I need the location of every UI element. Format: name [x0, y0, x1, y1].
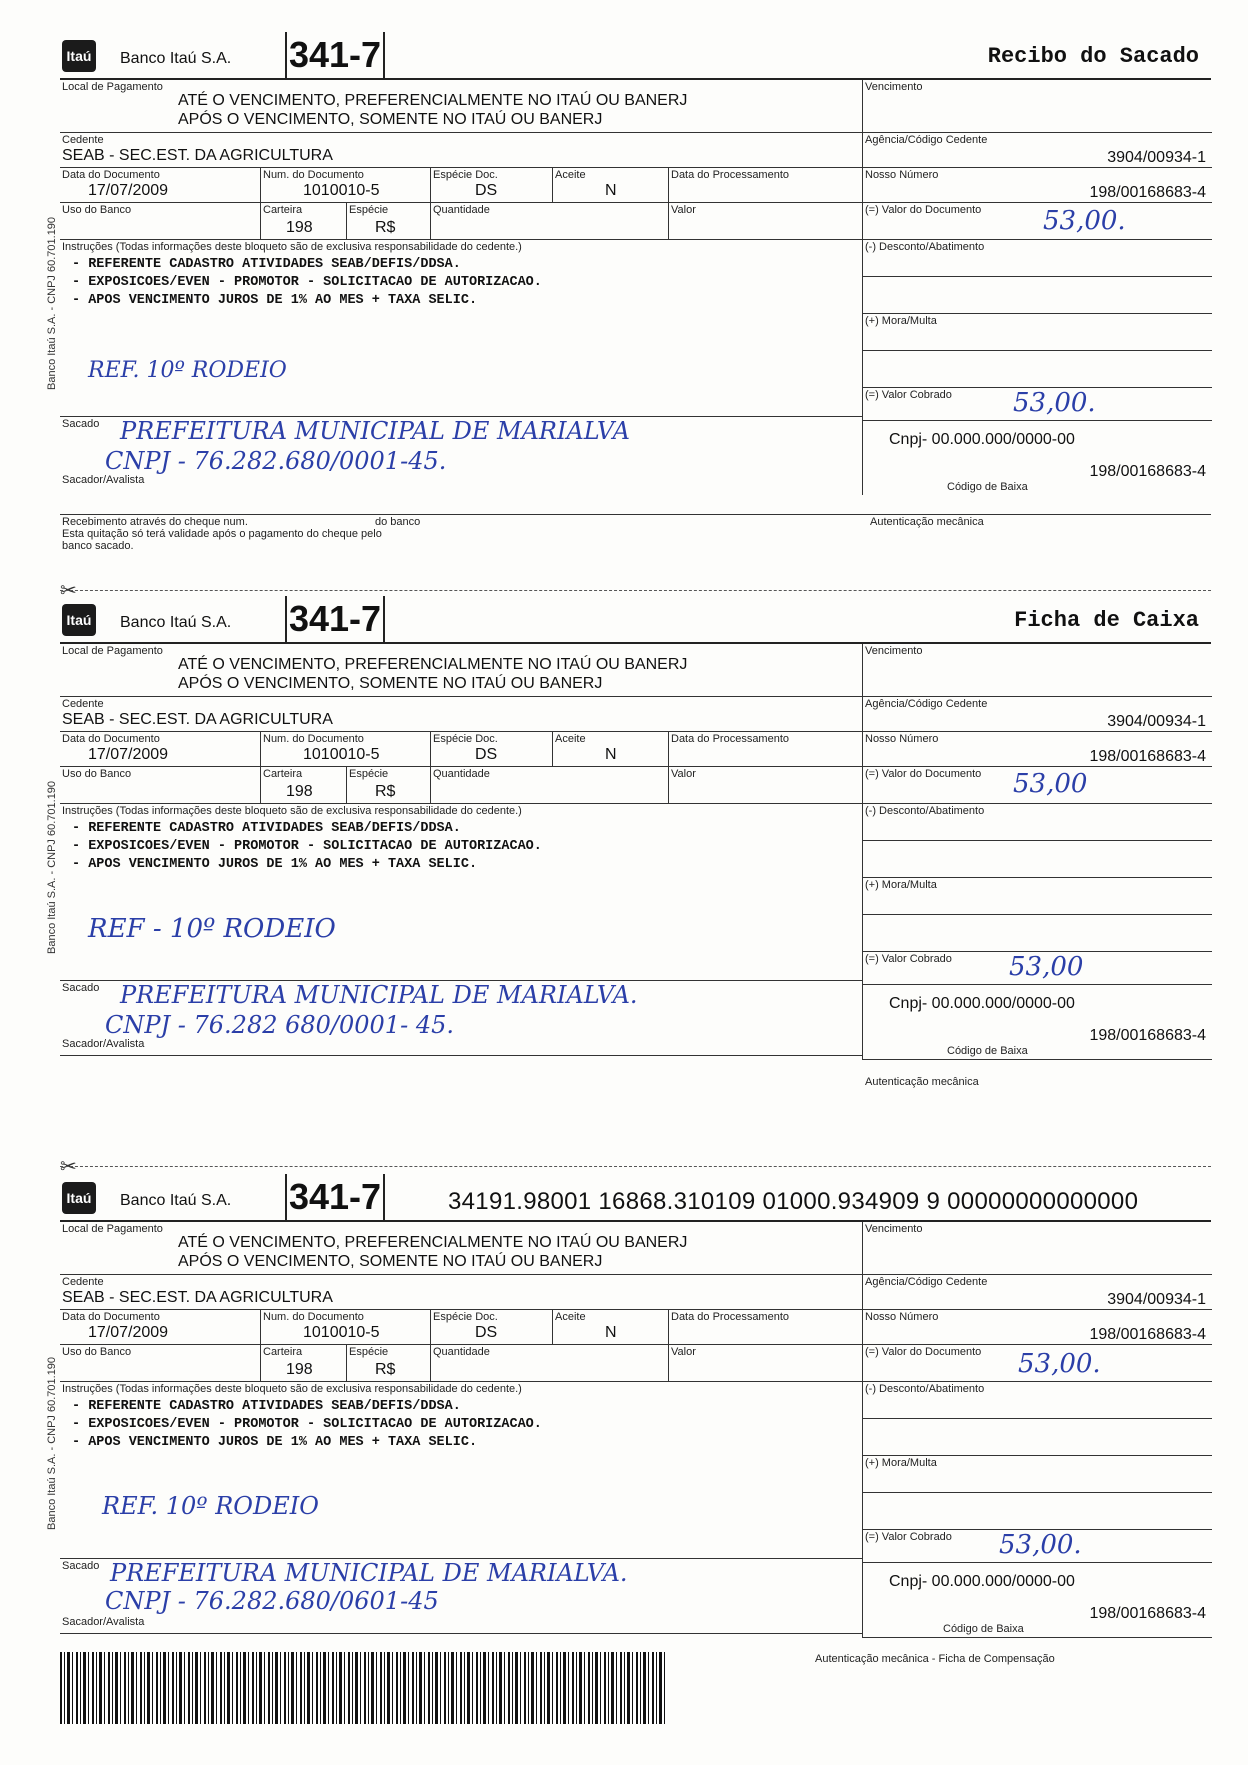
itau-logo: Itaú — [62, 604, 96, 636]
label-data-documento: Data do Documento — [62, 1311, 160, 1323]
num-documento-value: 1010010-5 — [303, 182, 380, 199]
slip-title: Recibo do Sacado — [987, 44, 1199, 69]
data-documento-value: 17/07/2009 — [88, 746, 169, 763]
row-documento — [60, 732, 862, 767]
row-uso-banco — [60, 767, 862, 804]
label-autenticacao: Autenticação mecânica — [870, 516, 984, 528]
local-pagamento-line2: APÓS O VENCIMENTO, SOMENTE NO ITAÚ OU BANERJ — [178, 1253, 603, 1270]
label-codigo-baixa: Código de Baixa — [943, 1623, 1024, 1635]
label-valor: Valor — [671, 1346, 696, 1358]
bank-code: 341-7 — [285, 596, 385, 642]
label-sacado: Sacado — [62, 982, 100, 994]
vertical-bank-text: Banco Itaú S.A. - CNPJ 60.701.190 — [46, 1356, 58, 1530]
handwritten-valor-documento: 53,00. — [1018, 1349, 1101, 1379]
row-desconto — [863, 804, 1212, 841]
especie-value: R$ — [375, 219, 396, 236]
label-nosso-numero: Nosso Número — [865, 733, 939, 745]
handwritten-reference: REF - 10º RODEIO — [88, 914, 336, 944]
row-local-pagamento — [60, 80, 862, 133]
data-documento-value: 17/07/2009 — [88, 1324, 169, 1341]
label-vencimento: Vencimento — [865, 1223, 923, 1235]
cell-num-documento — [260, 1310, 431, 1344]
slip-header — [60, 596, 1211, 642]
slip-header — [60, 32, 1211, 78]
row-valor-cobrado — [863, 388, 1212, 421]
label-agencia: Agência/Código Cedente — [865, 1276, 988, 1288]
label-nosso-numero: Nosso Número — [865, 1311, 939, 1323]
handwritten-valor-cobrado: 53,00. — [1013, 388, 1096, 418]
cell-especie — [346, 203, 431, 239]
row-desconto — [863, 240, 1212, 277]
cell-quantidade — [430, 203, 669, 239]
label-carteira: Carteira — [263, 768, 303, 780]
label-carteira: Carteira — [263, 1346, 303, 1358]
label-instrucoes: Instruções (Todas informações deste bloqueto são de exclusiva responsabilidade do cedente.) — [62, 805, 522, 817]
cell-aceite — [552, 1310, 669, 1344]
label-num-documento: Num. do Documento — [263, 169, 364, 181]
row-cnpj-cedente — [863, 1563, 1212, 1638]
carteira-value: 198 — [286, 1361, 313, 1378]
cell-num-documento — [260, 732, 431, 766]
handwritten-sacado-name: PREFEITURA MUNICIPAL DE MARIALVA — [120, 417, 630, 445]
handwritten-sacado-cnpj: CNPJ - 76.282.680/0601-45 — [105, 1587, 439, 1615]
slip-recibo-sacado — [60, 32, 1211, 552]
cnpj-cedente: Cnpj- 00.000.000/0000-00 — [889, 431, 1075, 448]
label-uso-banco: Uso do Banco — [62, 204, 132, 216]
instrucao-1: - REFERENTE CADASTRO ATIVIDADES SEAB/DEFIS/DDSA. — [72, 821, 461, 836]
cut-line — [60, 1166, 1211, 1167]
row-uso-banco — [60, 1345, 862, 1382]
row-mora-blank — [863, 351, 1212, 388]
label-data-processamento: Data do Processamento — [671, 1311, 790, 1323]
cell-especie-doc — [430, 168, 553, 202]
label-sacador-avalista: Sacador/Avalista — [62, 1038, 145, 1050]
row-valor-documento — [863, 767, 1212, 804]
boleto-grid — [60, 78, 1211, 552]
label-codigo-baixa: Código de Baixa — [947, 481, 1028, 493]
local-pagamento-line2: APÓS O VENCIMENTO, SOMENTE NO ITAÚ OU BANERJ — [178, 111, 603, 128]
itau-logo: Itaú — [62, 40, 96, 72]
row-agencia — [863, 1275, 1212, 1310]
local-pagamento-line1: ATÉ O VENCIMENTO, PREFERENCIALMENTE NO ITAÚ OU BANERJ — [178, 92, 688, 109]
instrucao-2: - EXPOSICOES/EVEN - PROMOTOR - SOLICITACAO DE AUTORIZACAO. — [72, 839, 542, 854]
aceite-value: N — [605, 182, 617, 199]
cnpj-cedente: Cnpj- 00.000.000/0000-00 — [889, 1573, 1075, 1590]
label-agencia: Agência/Código Cedente — [865, 134, 988, 146]
label-cedente: Cedente — [62, 698, 104, 710]
label-aceite: Aceite — [555, 733, 586, 745]
barcode — [60, 1652, 667, 1724]
label-agencia: Agência/Código Cedente — [865, 698, 988, 710]
label-mora: (+) Mora/Multa — [865, 1457, 937, 1469]
left-column — [60, 1222, 862, 1634]
row-desconto-blank — [863, 277, 1212, 314]
right-column — [815, 1222, 1212, 1665]
cell-aceite — [552, 168, 669, 202]
agencia-value: 3904/00934-1 — [1107, 713, 1206, 730]
nosso-numero-value: 198/00168683-4 — [1089, 1326, 1206, 1343]
instrucao-2: - EXPOSICOES/EVEN - PROMOTOR - SOLICITACAO DE AUTORIZACAO. — [72, 275, 542, 290]
row-cedente — [60, 1275, 862, 1310]
boleto-grid — [60, 1220, 1211, 1665]
label-aceite: Aceite — [555, 1311, 586, 1323]
handwritten-valor-documento: 53,00. — [1043, 206, 1126, 236]
agencia-value: 3904/00934-1 — [1107, 149, 1206, 166]
row-vencimento — [863, 1222, 1212, 1275]
nosso-numero-value: 198/00168683-4 — [1089, 748, 1206, 765]
especie-value: R$ — [375, 1361, 396, 1378]
row-local-pagamento — [60, 1222, 862, 1275]
row-uso-banco — [60, 203, 862, 240]
num-documento-value: 1010010-5 — [303, 746, 380, 763]
row-valor-cobrado — [863, 952, 1212, 985]
row-desconto-blank — [863, 1419, 1212, 1456]
bank-name: Banco Itaú S.A. — [120, 614, 232, 631]
label-carteira: Carteira — [263, 204, 303, 216]
instrucao-3: - APOS VENCIMENTO JUROS DE 1% AO MES + TAXA SELIC. — [72, 857, 478, 872]
row-cedente — [60, 133, 862, 168]
bank-name: Banco Itaú S.A. — [120, 1192, 232, 1209]
left-column — [60, 80, 862, 491]
label-valor-documento: (=) Valor do Documento — [865, 1346, 982, 1358]
row-mora-blank — [863, 915, 1212, 952]
label-valor-cobrado: (=) Valor Cobrado — [865, 1531, 952, 1543]
label-mora: (+) Mora/Multa — [865, 315, 937, 327]
label-valor-cobrado: (=) Valor Cobrado — [865, 953, 952, 965]
instrucao-2: - EXPOSICOES/EVEN - PROMOTOR - SOLICITACAO DE AUTORIZACAO. — [72, 1417, 542, 1432]
label-instrucoes: Instruções (Todas informações deste bloqueto são de exclusiva responsabilidade do cedente.) — [62, 1383, 522, 1395]
vertical-bank-text: Banco Itaú S.A. - CNPJ 60.701.190 — [46, 780, 58, 954]
num-documento-value: 1010010-5 — [303, 1324, 380, 1341]
row-documento — [60, 1310, 862, 1345]
label-mora: (+) Mora/Multa — [865, 879, 937, 891]
data-documento-value: 17/07/2009 — [88, 182, 169, 199]
label-sacado: Sacado — [62, 1560, 100, 1572]
slip-title: Ficha de Caixa — [1014, 608, 1199, 633]
nosso-numero-value: 198/00168683-4 — [1089, 184, 1206, 201]
row-documento — [60, 168, 862, 203]
label-especie-doc: Espécie Doc. — [433, 1311, 498, 1323]
row-valor-documento — [863, 1345, 1212, 1382]
row-agencia — [863, 133, 1212, 168]
cell-quantidade — [430, 1345, 669, 1381]
label-local-pagamento: Local de Pagamento — [62, 81, 163, 93]
quitacao-line2: banco sacado. — [62, 540, 134, 552]
row-vencimento — [863, 644, 1212, 697]
instrucao-1: - REFERENTE CADASTRO ATIVIDADES SEAB/DEFIS/DDSA. — [72, 1399, 461, 1414]
row-instrucoes — [60, 240, 862, 417]
cell-carteira — [260, 1345, 347, 1381]
label-data-documento: Data do Documento — [62, 733, 160, 745]
label-valor-cobrado: (=) Valor Cobrado — [865, 389, 952, 401]
bank-code: 341-7 — [285, 1174, 385, 1220]
label-quantidade: Quantidade — [433, 768, 490, 780]
row-nosso-numero — [863, 168, 1212, 203]
label-nosso-numero: Nosso Número — [865, 169, 939, 181]
bank-name: Banco Itaú S.A. — [120, 50, 232, 67]
vertical-bank-text: Banco Itaú S.A. - CNPJ 60.701.190 — [46, 216, 58, 390]
handwritten-sacado-name: PREFEITURA MUNICIPAL DE MARIALVA. — [110, 1559, 628, 1587]
row-mora-blank — [863, 1493, 1212, 1530]
label-aceite: Aceite — [555, 169, 586, 181]
cell-especie — [346, 767, 431, 803]
cell-valor — [668, 767, 863, 803]
cell-aceite — [552, 732, 669, 766]
row-desconto — [863, 1382, 1212, 1419]
codigo-baixa-value: 198/00168683-4 — [1089, 1605, 1206, 1622]
boleto-grid — [60, 642, 1211, 1088]
cell-data-processamento — [668, 1310, 863, 1344]
cell-especie — [346, 1345, 431, 1381]
label-instrucoes: Instruções (Todas informações deste bloqueto são de exclusiva responsabilidade do cedente.) — [62, 241, 522, 253]
quitacao-line1: Esta quitação só terá validade após o pagamento do cheque pelo — [62, 528, 382, 540]
right-column — [862, 644, 1212, 1088]
row-sacado — [60, 1559, 862, 1634]
row-mora — [863, 1456, 1212, 1493]
slip-ficha-compensacao — [60, 1174, 1211, 1665]
row-cnpj-cedente — [863, 985, 1212, 1060]
cedente-value: SEAB - SEC.EST. DA AGRICULTURA — [62, 711, 333, 728]
do-banco: do banco — [375, 516, 421, 528]
slip-header — [60, 1174, 1211, 1220]
instrucao-3: - APOS VENCIMENTO JUROS DE 1% AO MES + TAXA SELIC. — [72, 1435, 478, 1450]
especie-doc-value: DS — [475, 1324, 498, 1341]
row-cnpj-cedente — [863, 421, 1212, 495]
label-quantidade: Quantidade — [433, 1346, 490, 1358]
row-instrucoes — [60, 1382, 862, 1559]
label-cedente: Cedente — [62, 134, 104, 146]
right-column — [862, 80, 1212, 495]
row-agencia — [863, 697, 1212, 732]
cell-especie-doc — [430, 1310, 553, 1344]
handwritten-reference: REF. 10º RODEIO — [88, 358, 287, 383]
row-cedente — [60, 697, 862, 732]
label-sacado: Sacado — [62, 418, 100, 430]
label-autenticacao-compensacao: Autenticação mecânica - Ficha de Compensação — [815, 1653, 1055, 1665]
row-nosso-numero — [863, 732, 1212, 767]
label-local-pagamento: Local de Pagamento — [62, 1223, 163, 1235]
cnpj-cedente: Cnpj- 00.000.000/0000-00 — [889, 995, 1075, 1012]
label-desconto: (-) Desconto/Abatimento — [865, 1383, 985, 1395]
row-valor-documento — [863, 203, 1212, 240]
agencia-value: 3904/00934-1 — [1107, 1291, 1206, 1308]
label-data-documento: Data do Documento — [62, 169, 160, 181]
label-sacador-avalista: Sacador/Avalista — [62, 474, 145, 486]
cedente-value: SEAB - SEC.EST. DA AGRICULTURA — [62, 1289, 333, 1306]
label-sacador-avalista: Sacador/Avalista — [62, 1616, 145, 1628]
slip-ficha-caixa — [60, 596, 1211, 1088]
row-vencimento — [863, 80, 1212, 133]
label-data-processamento: Data do Processamento — [671, 733, 790, 745]
cell-valor — [668, 1345, 863, 1381]
carteira-value: 198 — [286, 219, 313, 236]
cell-carteira — [260, 203, 347, 239]
label-valor-documento: (=) Valor do Documento — [865, 204, 982, 216]
label-vencimento: Vencimento — [865, 645, 923, 657]
label-uso-banco: Uso do Banco — [62, 1346, 132, 1358]
instrucao-3: - APOS VENCIMENTO JUROS DE 1% AO MES + TAXA SELIC. — [72, 293, 478, 308]
instrucao-1: - REFERENTE CADASTRO ATIVIDADES SEAB/DEFIS/DDSA. — [72, 257, 461, 272]
row-mora — [863, 878, 1212, 915]
handwritten-valor-cobrado: 53,00 — [1009, 952, 1084, 982]
row-desconto-blank — [863, 841, 1212, 878]
row-mora — [863, 314, 1212, 351]
label-desconto: (-) Desconto/Abatimento — [865, 805, 985, 817]
cell-especie-doc — [430, 732, 553, 766]
label-uso-banco: Uso do Banco — [62, 768, 132, 780]
itau-logo: Itaú — [62, 1182, 96, 1214]
label-especie-doc: Espécie Doc. — [433, 169, 498, 181]
handwritten-sacado-name: PREFEITURA MUNICIPAL DE MARIALVA. — [120, 981, 638, 1009]
carteira-value: 198 — [286, 783, 313, 800]
especie-doc-value: DS — [475, 182, 498, 199]
cell-valor — [668, 203, 863, 239]
label-cedente: Cedente — [62, 1276, 104, 1288]
cut-line — [60, 590, 1211, 591]
handwritten-valor-cobrado: 53,00. — [999, 1530, 1082, 1560]
cheque-line: Recebimento através do cheque num. — [62, 516, 248, 528]
cell-num-documento — [260, 168, 431, 202]
cedente-value: SEAB - SEC.EST. DA AGRICULTURA — [62, 147, 333, 164]
row-local-pagamento — [60, 644, 862, 697]
cell-quantidade — [430, 767, 669, 803]
label-especie: Espécie — [349, 204, 389, 216]
aceite-value: N — [605, 1324, 617, 1341]
local-pagamento-line1: ATÉ O VENCIMENTO, PREFERENCIALMENTE NO ITAÚ OU BANERJ — [178, 656, 688, 673]
label-valor: Valor — [671, 768, 696, 780]
especie-value: R$ — [375, 783, 396, 800]
row-valor-cobrado — [863, 1530, 1212, 1563]
label-num-documento: Num. do Documento — [263, 1311, 364, 1323]
especie-doc-value: DS — [475, 746, 498, 763]
scissors-icon: ✂ — [60, 580, 77, 602]
aceite-value: N — [605, 746, 617, 763]
handwritten-valor-documento: 53,00 — [1013, 769, 1088, 799]
digitable-line: 34191.98001 16868.310109 01000.934909 9 00000000000000 — [448, 1188, 1139, 1215]
handwritten-sacado-cnpj: CNPJ - 76.282 680/0001- 45. — [105, 1011, 454, 1039]
label-autenticacao: Autenticação mecânica — [865, 1076, 979, 1088]
local-pagamento-line1: ATÉ O VENCIMENTO, PREFERENCIALMENTE NO ITAÚ OU BANERJ — [178, 1234, 688, 1251]
row-sacado — [60, 417, 862, 491]
label-valor-documento: (=) Valor do Documento — [865, 768, 982, 780]
cell-data-processamento — [668, 732, 863, 766]
cell-carteira — [260, 767, 347, 803]
local-pagamento-line2: APÓS O VENCIMENTO, SOMENTE NO ITAÚ OU BANERJ — [178, 675, 603, 692]
label-especie: Espécie — [349, 768, 389, 780]
bank-code: 341-7 — [285, 32, 385, 78]
left-column — [60, 644, 862, 1056]
handwritten-reference: REF. 10º RODEIO — [102, 1492, 319, 1520]
label-especie-doc: Espécie Doc. — [433, 733, 498, 745]
label-valor: Valor — [671, 204, 696, 216]
label-num-documento: Num. do Documento — [263, 733, 364, 745]
divider — [60, 514, 1211, 515]
row-instrucoes — [60, 804, 862, 981]
label-local-pagamento: Local de Pagamento — [62, 645, 163, 657]
codigo-baixa-value: 198/00168683-4 — [1089, 1027, 1206, 1044]
label-especie: Espécie — [349, 1346, 389, 1358]
label-data-processamento: Data do Processamento — [671, 169, 790, 181]
label-quantidade: Quantidade — [433, 204, 490, 216]
row-sacado — [60, 981, 862, 1056]
codigo-baixa-value: 198/00168683-4 — [1089, 463, 1206, 480]
cell-data-processamento — [668, 168, 863, 202]
scissors-icon: ✂ — [60, 1156, 77, 1178]
label-vencimento: Vencimento — [865, 81, 923, 93]
label-desconto: (-) Desconto/Abatimento — [865, 241, 985, 253]
handwritten-sacado-cnpj: CNPJ - 76.282.680/0001-45. — [105, 447, 447, 475]
label-codigo-baixa: Código de Baixa — [947, 1045, 1028, 1057]
row-nosso-numero — [863, 1310, 1212, 1345]
